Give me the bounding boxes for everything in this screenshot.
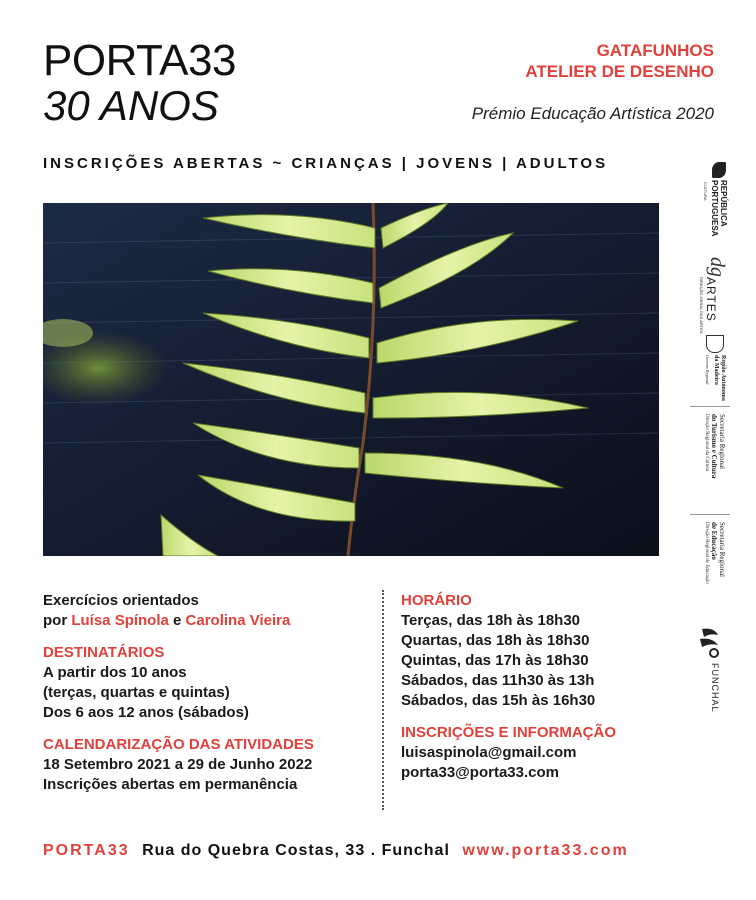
- footer-brand: PORTA33: [43, 842, 130, 859]
- footer-website[interactable]: www.porta33.com: [462, 842, 629, 859]
- right-column: [401, 591, 681, 783]
- regiao-autonoma-madeira-logo: Região Autónoma da Madeira Governo Regional: [690, 335, 730, 395]
- funchal-wave-icon: [698, 625, 722, 661]
- calendar-line: Inscrições abertas em permanência: [43, 776, 298, 793]
- fern-photo: [43, 203, 659, 556]
- teacher-carolina: Carolina Vieira: [185, 612, 291, 629]
- horario-line: Quartas, das 18h às 18h30: [401, 632, 590, 649]
- horario-heading: HORÁRIO: [401, 592, 472, 609]
- email-luisa[interactable]: luisaspinola@gmail.com: [401, 744, 577, 761]
- teachers-line: por Luísa Spínola e Carolina Vieira: [43, 612, 291, 629]
- calendar-line: 18 Setembro 2021 a 29 de Junho 2022: [43, 756, 313, 773]
- madeira-shield-icon: [706, 335, 724, 353]
- title-30-anos: 30 ANOS: [43, 82, 219, 129]
- title-porta33: PORTA33: [43, 36, 236, 85]
- teacher-luisa: Luísa Spínola: [71, 612, 169, 629]
- footer: [43, 842, 629, 860]
- email-porta33[interactable]: porta33@porta33.com: [401, 764, 560, 781]
- dgartes-logo: dg ARTES DIREÇÃO-GERAL DAS ARTES: [699, 257, 728, 334]
- horario-line: Terças, das 18h às 18h30: [401, 612, 581, 629]
- dest-line: Dos 6 aos 12 anos (sábados): [43, 704, 249, 721]
- atelier-line-1: GATAFUNHOS: [596, 41, 714, 60]
- footer-address: Rua do Quebra Costas, 33 . Funchal: [142, 842, 450, 859]
- registration-banner: INSCRIÇÕES ABERTAS ~ CRIANÇAS | JOVENS | ADULTOS: [43, 155, 609, 172]
- republica-emblem-icon: [712, 162, 726, 178]
- secretaria-educacao-logo: Secretaria Regional de Educação Direção Regional de Educação: [690, 514, 730, 614]
- intro-line: Exercícios orientados: [43, 592, 199, 609]
- dest-line: A partir dos 10 anos: [43, 664, 187, 681]
- horario-line: Sábados, das 15h às 16h30: [401, 692, 596, 709]
- horario-line: Quintas, das 17h às 18h30: [401, 652, 589, 669]
- secretaria-turismo-cultura-logo: Secretaria Regional do Turismo e Cultura Direção Regional da Cultura: [690, 406, 730, 506]
- calendar-heading: CALENDARIZAÇÃO DAS ATIVIDADES: [43, 736, 314, 753]
- republica-portuguesa-logo: REPÚBLICA PORTUGUESA CULTURA: [690, 162, 730, 242]
- award-text: Prémio Educação Artística 2020: [471, 104, 714, 123]
- funchal-logo: FUNCHAL: [690, 625, 730, 695]
- info-heading: INSCRIÇÕES E INFORMAÇÃO: [401, 724, 617, 741]
- atelier-heading: [525, 40, 714, 82]
- left-column: [43, 591, 373, 795]
- horario-line: Sábados, das 11h30 às 13h: [401, 672, 595, 689]
- dest-line: (terças, quartas e quintas): [43, 684, 230, 701]
- destinatarios-heading: DESTINATÁRIOS: [43, 644, 165, 661]
- column-divider: [382, 590, 384, 810]
- atelier-line-2: ATELIER DE DESENHO: [525, 62, 714, 81]
